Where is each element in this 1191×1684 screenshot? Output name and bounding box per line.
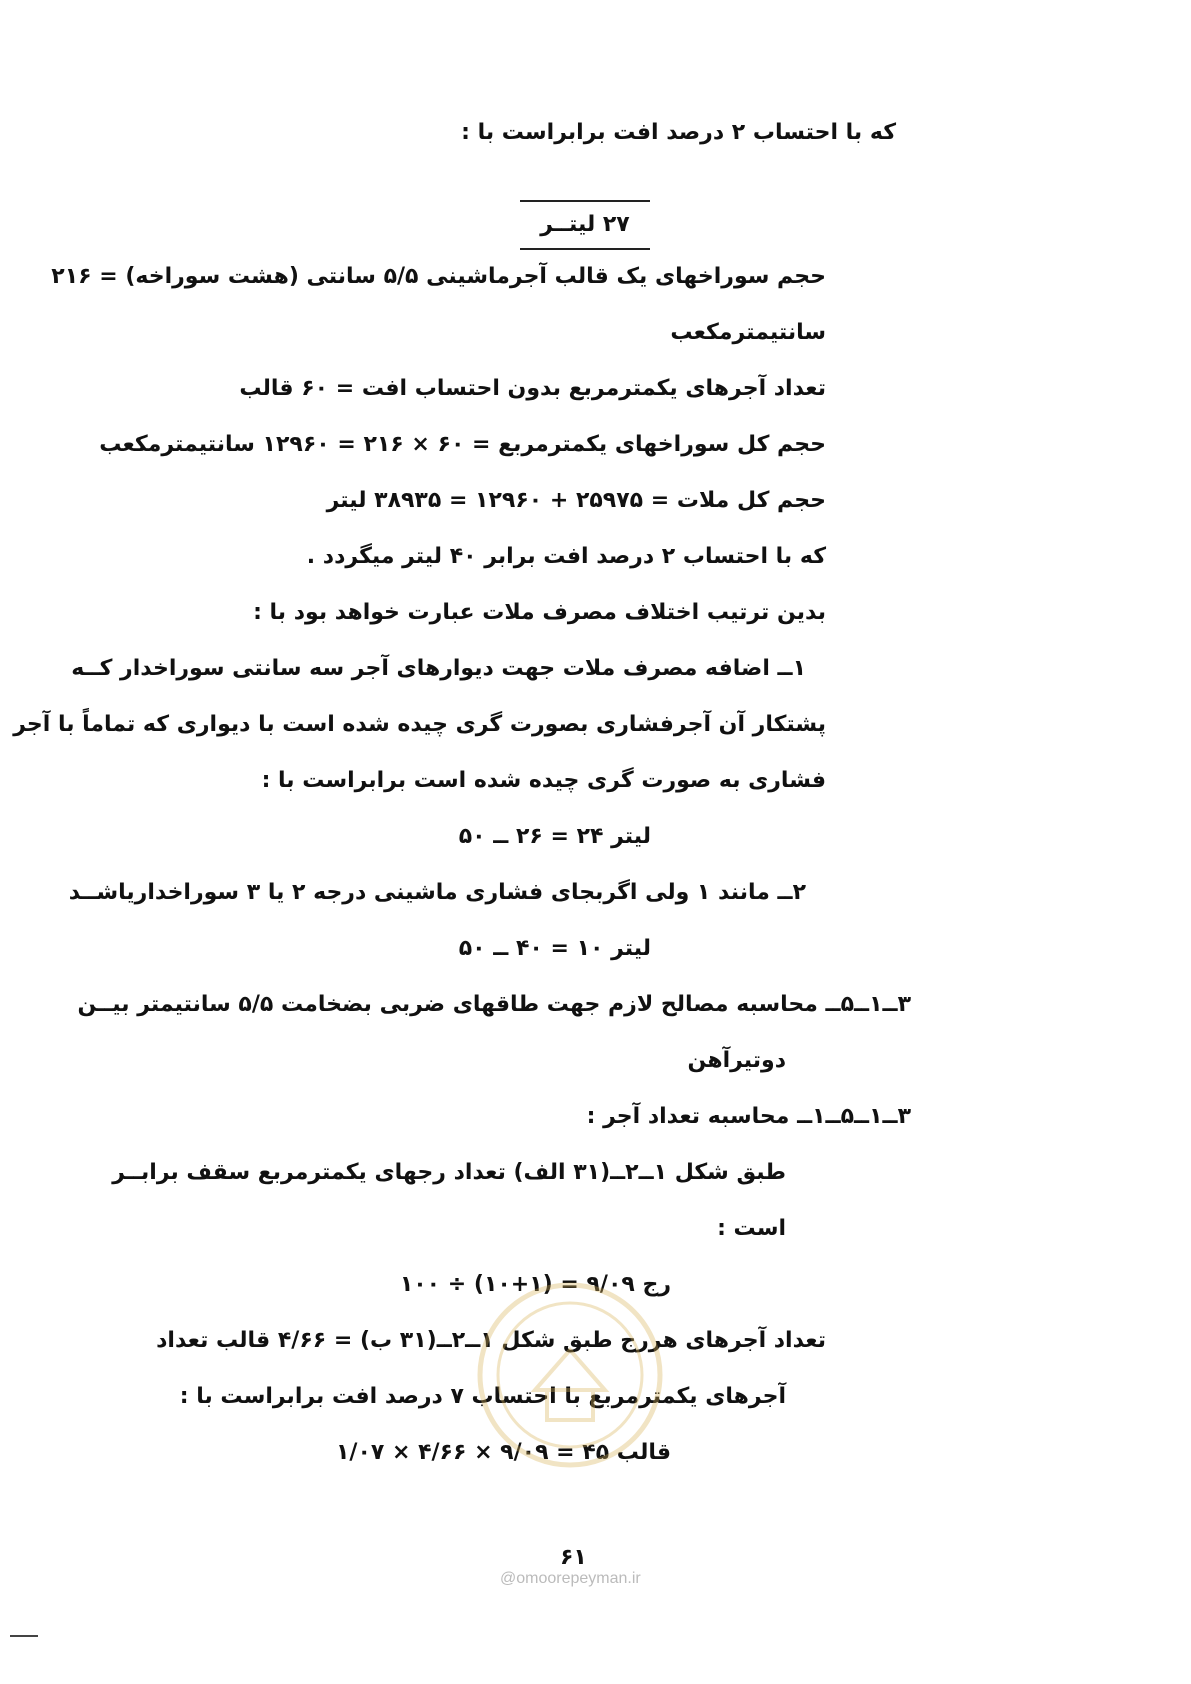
equation-line: لیتر ۱۰ = ۴۰ ــ ۵۰ — [458, 936, 651, 961]
text-line: تعداد آجرهای یکمترمربع بدون احتساب افت = ۶۰ قالب — [239, 376, 826, 401]
text-line: ۲ــ مانند ۱ ولی اگربجای فشاری ماشینی درجه ۲ یا ۳ سوراخداریاشــد — [68, 880, 806, 905]
page-number: ۶۱ — [560, 1545, 587, 1570]
text-line: حجم کل سوراخهای یکمترمربع = ۶۰ × ۲۱۶ = ۱۲۹۶۰ سانتیمترمکعب — [99, 432, 826, 457]
section-heading: ۳ــ۱ــ۵ــ۱ــ محاسبه تعداد آجر : — [586, 1104, 911, 1129]
text-line: سانتیمترمکعب — [670, 320, 826, 345]
boxed-result: ۲۷ لیتــر — [520, 200, 650, 250]
text-line: است : — [717, 1216, 786, 1241]
margin-mark — [10, 1635, 38, 1637]
equation-line: رج ۹/۰۹ = (۱+۱۰) ÷ ۱۰۰ — [399, 1272, 671, 1297]
section-heading: ۳ــ۱ــ۵ــ محاسبه مصالح لازم جهت طاقهای ضربی بضخامت ۵/۵ سانتیمتر بیــن — [77, 992, 911, 1017]
watermark-text: @omoorepeyman.ir — [500, 1570, 641, 1587]
text-line: حجم کل ملات = ۲۵۹۷۵ + ۱۲۹۶۰ = ۳۸۹۳۵ لیتر — [326, 488, 826, 513]
text-line: که با احتساب ۲ درصد افت برابراست با : — [461, 120, 896, 145]
text-line: پشتکار آن آجرفشاری بصورت گری چیده شده است با دیواری که تماماً با آجر — [13, 712, 826, 737]
text-line: طبق شکل ۱ــ۲ــ(۳۱ الف) تعداد رجهای یکمترمربع سقف برابــر — [112, 1160, 786, 1185]
equation-line: قالب ۴۵ = ۹/۰۹ × ۴/۶۶ × ۱/۰۷ — [335, 1440, 671, 1465]
text-line: دوتیرآهن — [687, 1048, 786, 1073]
equation-line: لیتر ۲۴ = ۲۶ ــ ۵۰ — [458, 824, 651, 849]
text-line: آجرهای یکمترمربع با احتساب ۷ درصد افت برابراست با : — [179, 1384, 786, 1409]
text-line: فشاری به صورت گری چیده شده است برابراست با : — [261, 768, 826, 793]
text-line: ۱ــ اضافه مصرف ملات جهت دیوارهای آجر سه سانتی سوراخدار کــه — [71, 656, 806, 681]
text-line: تعداد آجرهای هررج طبق شکل ۱ــ۲ــ(۳۱ ب) = ۴/۶۶ قالب تعداد — [156, 1328, 826, 1353]
text-line: بدین ترتیب اختلاف مصرف ملات عبارت خواهد بود با : — [253, 600, 826, 625]
text-line: که با احتساب ۲ درصد افت برابر ۴۰ لیتر میگردد . — [306, 544, 826, 569]
text-line: حجم سوراخهای یک قالب آجرماشینی ۵/۵ سانتی (هشت سوراخه) = ۲۱۶ — [51, 264, 826, 289]
